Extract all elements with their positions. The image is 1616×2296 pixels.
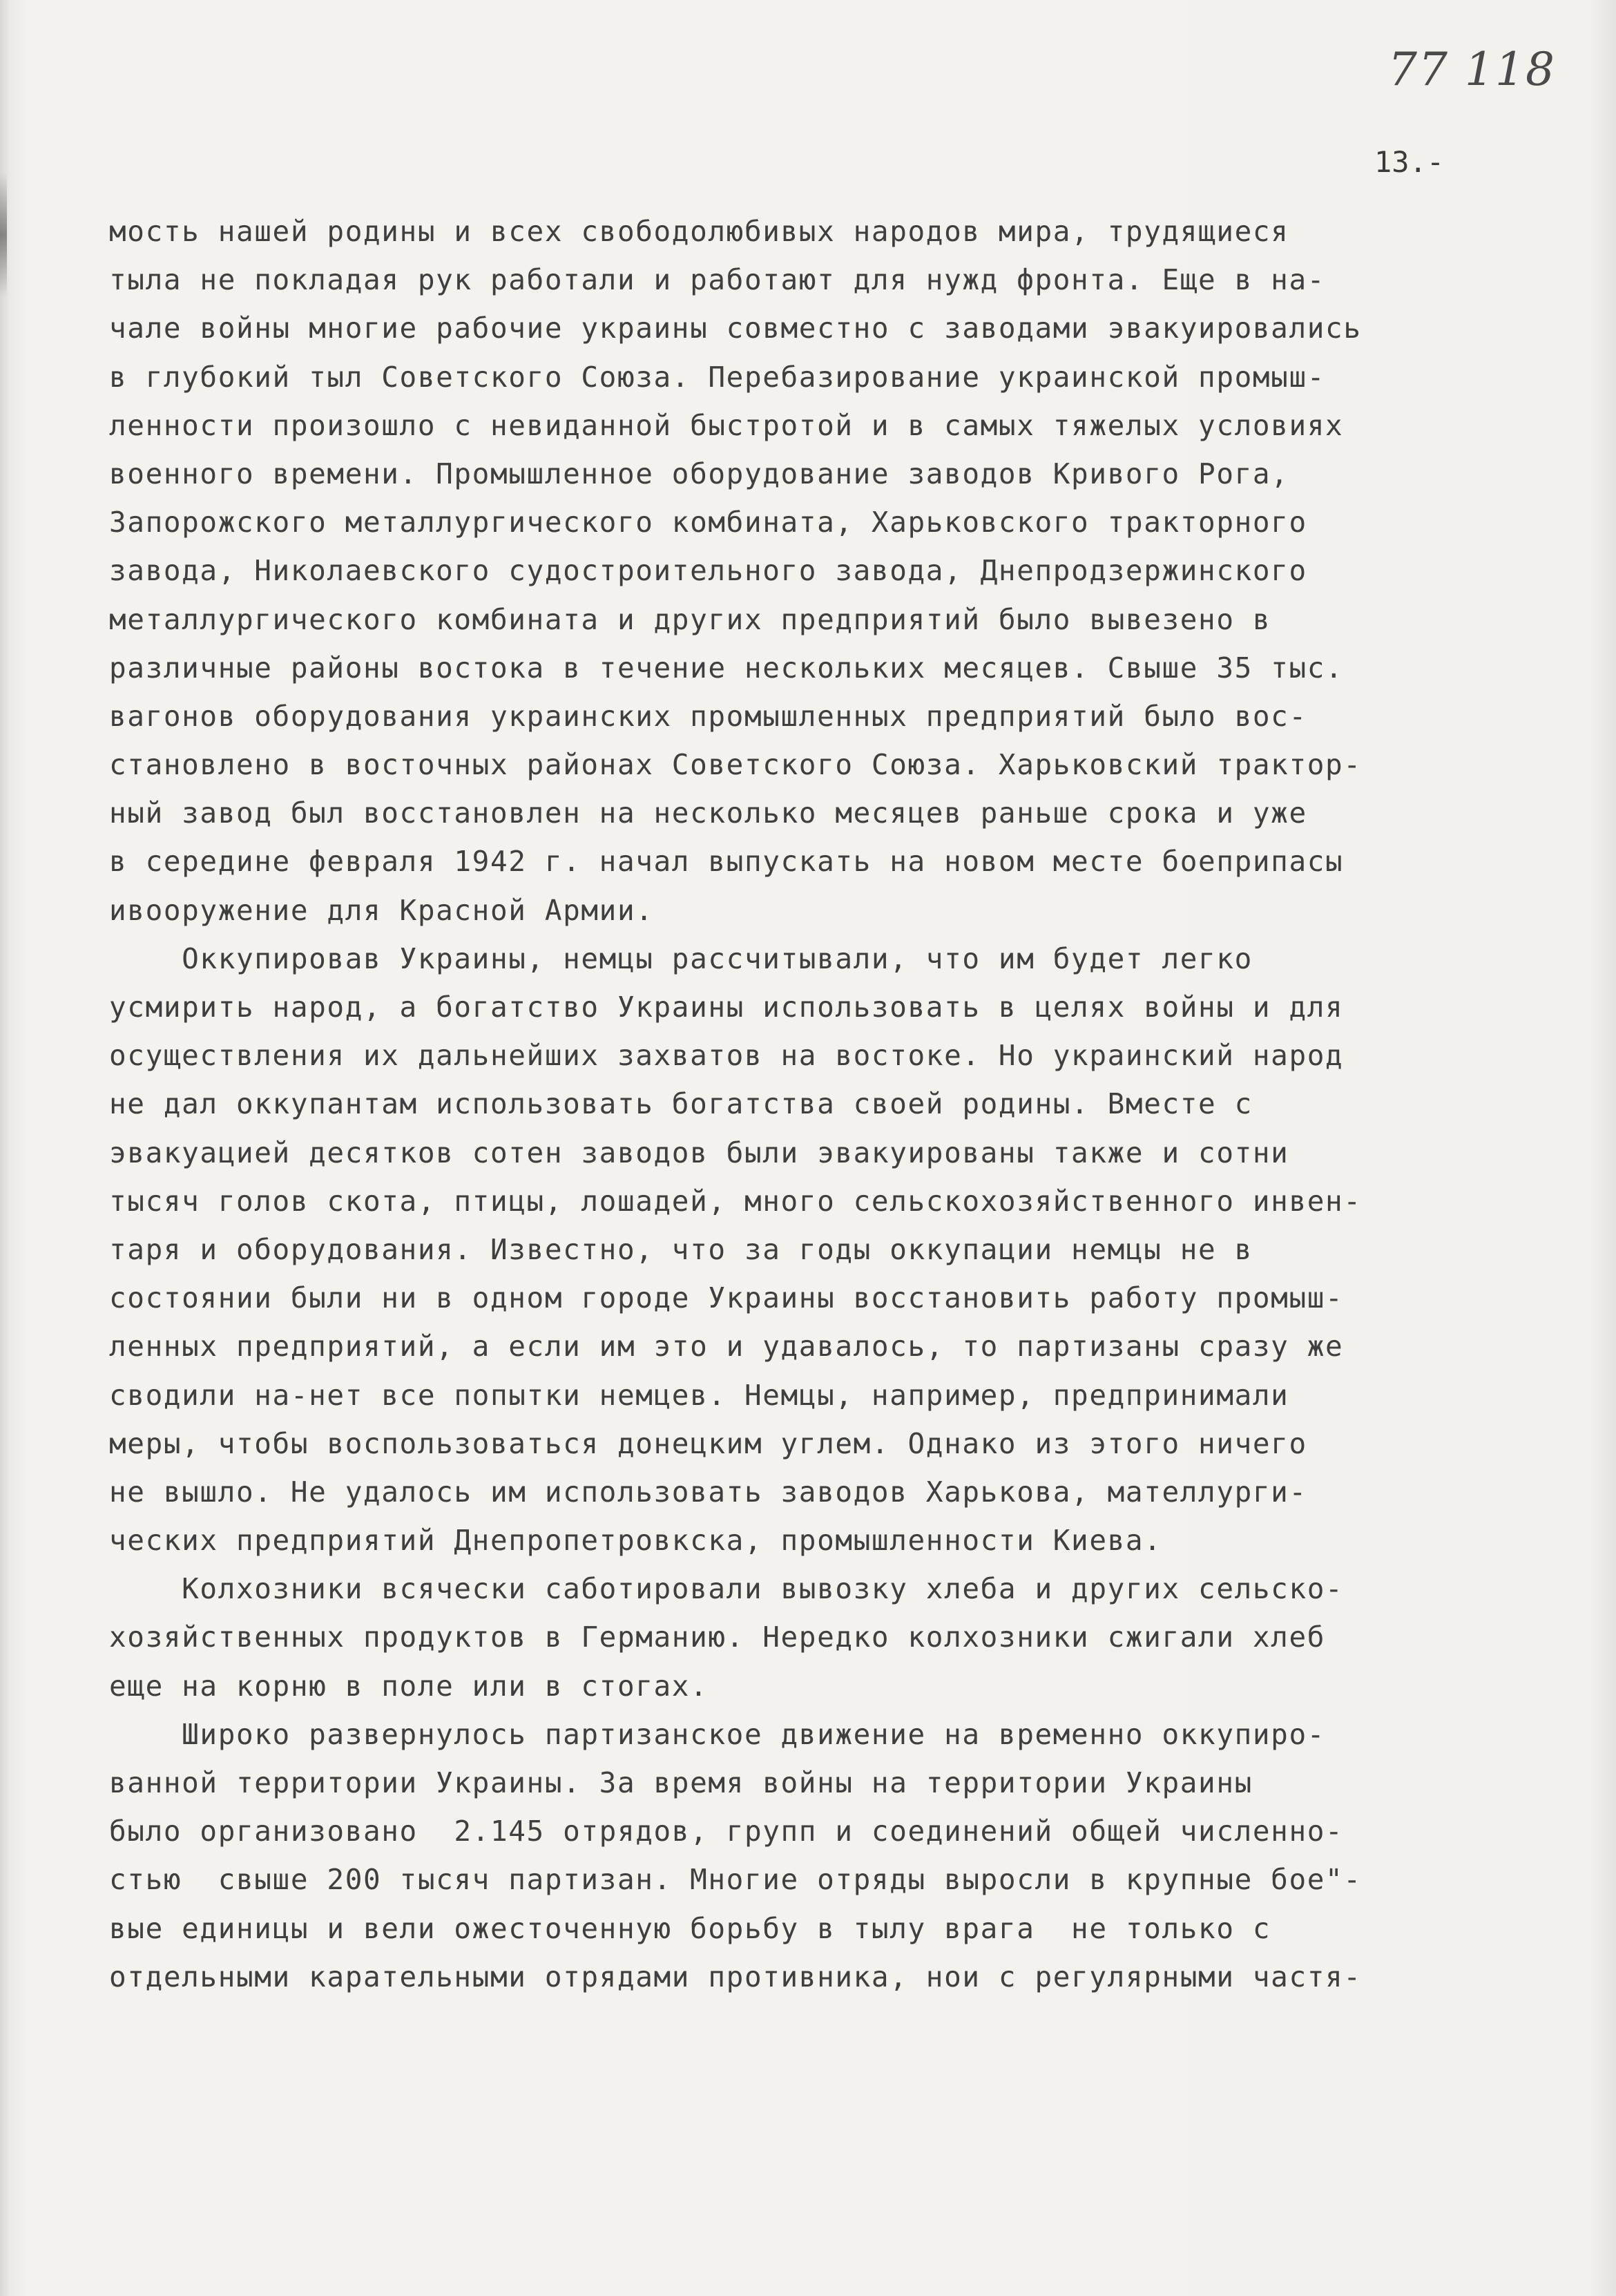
text-line: Оккупировав Украины, немцы рассчитывали, что им будет легко — [109, 941, 1253, 975]
text-line: усмирить народ, а богатство Украины использовать в целях войны и для — [109, 991, 1344, 1024]
text-line: меры, чтобы воспользоваться донецким углем. Однако из этого ничего — [109, 1426, 1307, 1460]
page-number: 13.- — [1374, 145, 1445, 179]
typed-body-text — [109, 207, 1587, 2001]
text-line: ческих предприятий Днепропетровкска, промышленности Киева. — [109, 1524, 1162, 1558]
text-line: ленных предприятий, а если им это и удавалось, то партизаны сразу же — [109, 1330, 1344, 1364]
text-line: тысяч голов скота, птицы, лошадей, много сельскохозяйственного инвен- — [109, 1184, 1362, 1218]
text-line: сводили на-нет все попытки немцев. Немцы, например, предпринимали — [109, 1378, 1289, 1412]
text-line: вагонов оборудования украинских промышленных предприятий было вос- — [109, 699, 1307, 733]
text-line: мость нашей родины и всех свободолюбивых народов мира, трудящиеся — [109, 215, 1289, 248]
text-line: Широко развернулось партизанское движение на временно оккупиро- — [109, 1717, 1326, 1751]
text-line: металлургического комбината и других предприятий было вывезено в — [109, 602, 1271, 636]
handwritten-archive-number: 77 118 — [1388, 43, 1556, 96]
binding-edge-shadow — [0, 173, 7, 297]
text-line: отдельными карательными отрядами противника, нои с регулярными частя- — [109, 1960, 1362, 1993]
text-line: Колхозники всячески саботировали вывозку хлеба и других сельско- — [109, 1572, 1344, 1606]
text-line: состоянии были ни в одном городе Украины восстановить работу промыш- — [109, 1281, 1344, 1315]
text-line: хозяйственных продуктов в Германию. Нередко колхозники сжигали хлеб — [109, 1620, 1326, 1654]
text-line: в глубокий тыл Советского Союза. Перебазирование украинской промыш- — [109, 360, 1326, 394]
text-line: ленности произошло с невиданной быстротой и в самых тяжелых условиях — [109, 408, 1344, 442]
text-line: ванной территории Украины. За время войны на территории Украины — [109, 1766, 1253, 1799]
text-line: стью свыше 200 тысяч партизан. Многие отряды выросли в крупные бое"- — [109, 1863, 1362, 1897]
text-line: в середине февраля 1942 г. начал выпускать на новом месте боеприпасы — [109, 845, 1344, 879]
text-line: было организовано 2.145 отрядов, групп и соединений общей численно- — [109, 1815, 1344, 1848]
text-line: осуществления их дальнейших захватов на востоке. Но украинский народ — [109, 1039, 1344, 1073]
text-line: различные районы востока в течение нескольких месяцев. Свыше 35 тыс. — [109, 651, 1344, 685]
text-line: чале войны многие рабочие украины совместно с заводами эвакуировались — [109, 312, 1362, 345]
text-line: тыла не покладая рук работали и работают для нужд фронта. Еще в на- — [109, 263, 1326, 297]
text-line: не дал оккупантам использовать богатства своей родины. Вместе с — [109, 1087, 1253, 1121]
text-line: военного времени. Промышленное оборудование заводов Кривого Рога, — [109, 457, 1289, 490]
text-line: эвакуацией десятков сотен заводов были эвакуированы также и сотни — [109, 1136, 1289, 1169]
text-line: ивооружение для Красной Армии. — [109, 893, 654, 927]
text-line: ный завод был восстановлен на несколько месяцев раньше срока и уже — [109, 796, 1307, 830]
text-line: не вышло. Не удалось им использовать заводов Харькова, мателлурги- — [109, 1475, 1307, 1509]
text-line: Запорожского металлургического комбината, Харьковского тракторного — [109, 506, 1307, 539]
text-line: еще на корню в поле или в стогах. — [109, 1669, 709, 1703]
text-line: завода, Николаевского судостроительного завода, Днепродзержинского — [109, 554, 1307, 588]
text-line: вые единицы и вели ожесточенную борьбу в тылу врага не только с — [109, 1911, 1271, 1945]
text-line: становлено в восточных районах Советского Союза. Харьковский трактор- — [109, 748, 1362, 782]
text-line: таря и оборудования. Известно, что за годы оккупации немцы не в — [109, 1232, 1253, 1266]
